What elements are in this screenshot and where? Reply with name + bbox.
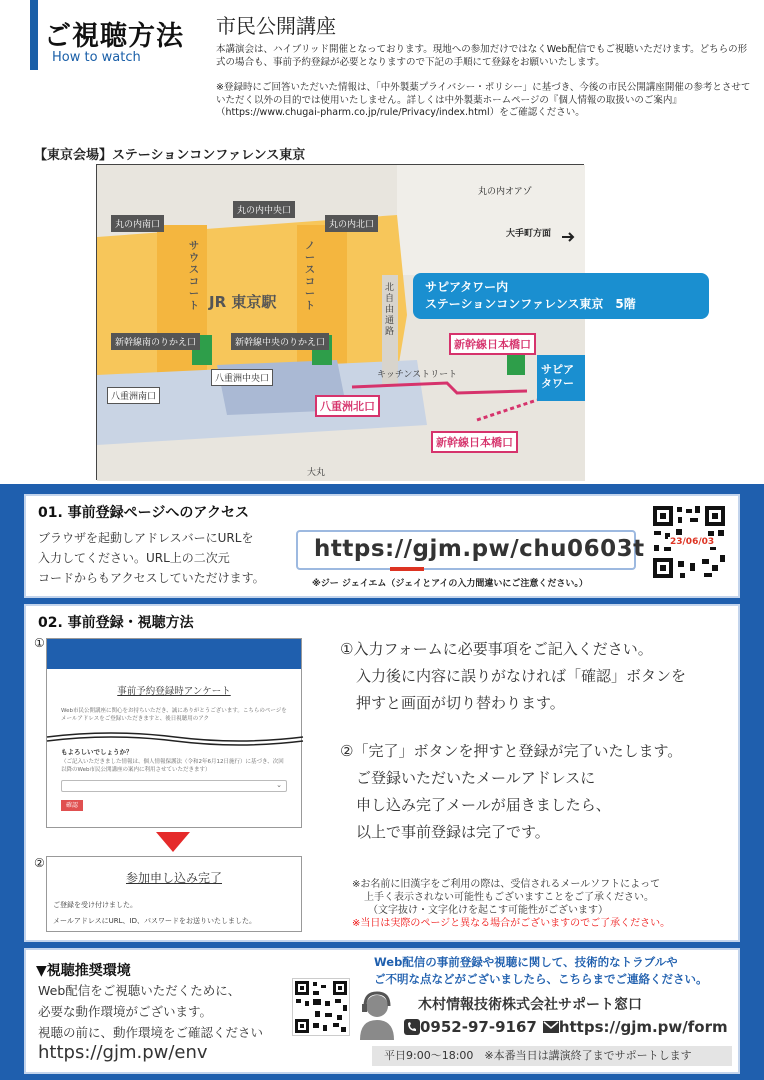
section1-line: コードからもアクセスしていただけます。 <box>38 571 265 585</box>
section3-title: ▼視聴推奨環境 <box>36 963 131 979</box>
venue-callout <box>413 273 709 319</box>
step2-line: 以上で事前登録は完了です。 <box>356 823 550 841</box>
callout-line2: ステーションコンファレンス東京 5階 <box>425 297 636 311</box>
step2-line: 申し込み完了メールが届きましたら、 <box>356 796 611 814</box>
step2-line: ご登録いただいたメールアドレスに <box>356 769 596 787</box>
form-text1: Web市民公開講座に関心をお持ちいただき、誠にありがとうございます。こちらのページをメールアドレスをご登録いただきますと、後日視聴用のアク <box>61 708 287 722</box>
form-select[interactable] <box>61 780 287 792</box>
support-name: 木村情報技術株式会社サポート窓口 <box>418 997 642 1013</box>
section3-body <box>38 980 263 1043</box>
section1-body <box>38 528 265 588</box>
red-note: ※当日は実際のページと異なる場合がございますのでご了承ください。 <box>352 918 671 929</box>
section3-line: 必要な動作環境がございます。 <box>38 1004 213 1019</box>
step1-text <box>340 636 686 717</box>
support-hours: 平日9:00〜18:00 ※本番当日は講演終了までサポートします <box>372 1046 732 1066</box>
step1-line: ①入力フォームに必要事項をご記入ください。 <box>340 640 653 658</box>
step1-line: 押すと画面が切り替わります。 <box>356 694 565 712</box>
map-label-maru-kita: 丸の内北口 <box>325 215 378 232</box>
support-head-line: Web配信の事前登録や視聴に関して、技術的なトラブルや <box>374 955 678 969</box>
form-title: 事前予約登録時アンケート <box>117 686 231 697</box>
qr-code-env[interactable] <box>292 978 350 1036</box>
support-phone[interactable]: 0952-97-9167 <box>420 1018 537 1036</box>
form-text3: （ご記入いただきました情報は、個人情報保護法（令和2年6月12日施行）に基づき、次回以降のWeb市民公開講座の案内に利用させていただきます） <box>61 759 284 773</box>
section3-line: Web配信をご視聴いただくために、 <box>38 983 241 998</box>
intro-title: 市民公開講座 <box>216 14 336 38</box>
completion-line1: ご登録を受け付けました。 <box>53 901 137 909</box>
qr-code-registration[interactable] <box>650 503 728 581</box>
support-form-link[interactable]: https://gjm.pw/form <box>558 1018 728 1036</box>
support-head-line: ご不明な点などがございましたら、こちらまでご連絡ください。 <box>374 972 708 986</box>
form-text2: もよろしいでしょうか？ <box>61 748 133 756</box>
completion-screenshot <box>46 856 302 932</box>
map-label-daimaru: 大丸 <box>307 468 326 478</box>
map-label-maru-chuo: 丸の内中央口 <box>233 201 295 218</box>
down-arrow-icon <box>156 832 190 852</box>
completion-line2: メールアドレスにURL、ID、パスワードをお送りいたしました。 <box>53 917 256 925</box>
map-label-kitajiyu: 北自由通路 <box>385 283 395 337</box>
url-note: ※ジー ジェイエム（ジェイとアイの入力間違いにご注意ください。） <box>312 579 588 589</box>
form-header-bar <box>47 639 301 669</box>
section1-line: ブラウザを起動しアドレスバーにURLを <box>38 531 254 545</box>
map-label-shinkansen-minami: 新幹線南のりかえ口 <box>111 333 200 350</box>
qr-code-icon <box>293 979 349 1035</box>
registration-url-link[interactable]: https://gjm.pw/chu0603t <box>314 536 645 562</box>
map-label-kitchen-street: キッチンストリート <box>377 370 458 380</box>
support-operator-icon <box>356 990 398 1040</box>
map-label-north-court: ノースコート <box>305 241 315 312</box>
station-map <box>96 164 636 480</box>
map-label-yaesu-chuo: 八重洲中央口 <box>211 369 273 386</box>
mail-icon <box>543 1020 559 1034</box>
chevron-down-icon: ⌄ <box>276 781 282 789</box>
map-label-maru-minami: 丸の内南口 <box>111 215 164 232</box>
header-accent-bar <box>30 0 38 70</box>
note-line: 上手く表示されない可能性もございますことをご了承ください。 <box>364 892 654 903</box>
map-label-nihonbashi-1: 新幹線日本橋口 <box>449 333 536 355</box>
completion-title: 参加申し込み完了 <box>125 871 222 885</box>
step2-line: ②「完了」ボタンを押すと登録が完了いたします。 <box>340 742 683 760</box>
kanji-note <box>352 878 670 930</box>
step1-line: 入力後に内容に誤りがなければ「確認」ボタンを <box>356 667 687 685</box>
map-label-yaesu-kita: 八重洲北口 <box>315 395 380 417</box>
map-label-south-court: サウスコート <box>189 241 199 312</box>
section2-title: 02. 事前登録・視聴方法 <box>38 615 194 631</box>
map-label-jr-tokyo: JR 東京駅 <box>209 293 277 311</box>
qr-date: 23/06/03 <box>670 537 715 547</box>
intro-paragraph: 本講演会は、ハイブリッド開催となっております。現地への参加だけではなくWeb配信でもご視聴いただけます。どちらの形式の場合も、事前予約登録が必要となりますので下記の手順にて登録をお願いいたします。 <box>216 44 748 68</box>
note-line: ※お名前に旧漢字をご利用の際は、受信されるメールソフトによって <box>352 879 661 890</box>
page-subtitle: How to watch <box>52 50 141 65</box>
confirm-button[interactable]: 確認 <box>61 800 83 811</box>
privacy-note: ※登録時にご回答いただいた情報は、「中外製薬プライバシー・ポリシー」に基づき、今後の市民公開講座開催の参考とさせていただく以外の目的では使用いたしません。詳しくは中外製薬ホームページの『個人情報の取扱いのご案内』（https://www.chugai-pharm.co.jp/rule/Privacy/index.html）をご確認ください。 <box>216 82 751 118</box>
shot1-number: ① <box>34 636 45 650</box>
support-contacts <box>404 1018 728 1036</box>
map-label-shinkansen-chuo: 新幹線中央のりかえ口 <box>231 333 329 350</box>
note-line: （文字抜け・文字化けを起こす可能性がございます） <box>368 905 608 916</box>
section3-line: 視聴の前に、動作環境をご確認ください <box>38 1025 264 1040</box>
section1-title: 01. 事前登録ページへのアクセス <box>38 505 249 521</box>
section1-line: 入力してください。URL上の二次元 <box>38 551 230 565</box>
map-label-yaesu-minami: 八重洲南口 <box>107 387 160 404</box>
url-highlight <box>390 567 424 571</box>
torn-edge <box>47 725 303 747</box>
phone-icon <box>404 1019 420 1035</box>
support-head <box>374 954 708 988</box>
venue-title: 【東京会場】ステーションコンファレンス東京 <box>34 148 306 163</box>
step2-text <box>340 738 682 846</box>
map-label-otemachi: 大手町方面 <box>506 229 552 239</box>
map-label-sapia: サピアタワー <box>541 363 574 390</box>
shot2-number: ② <box>34 856 45 870</box>
form-screenshot <box>46 638 302 828</box>
map-label-nihonbashi-2: 新幹線日本橋口 <box>431 431 518 453</box>
map-label-oazo: 丸の内オアゾ <box>478 187 532 197</box>
page-title: ご視聴方法 <box>44 21 184 52</box>
env-url-link[interactable]: https://gjm.pw/env <box>38 1042 208 1063</box>
callout-line1: サピアタワー内 <box>425 280 509 294</box>
